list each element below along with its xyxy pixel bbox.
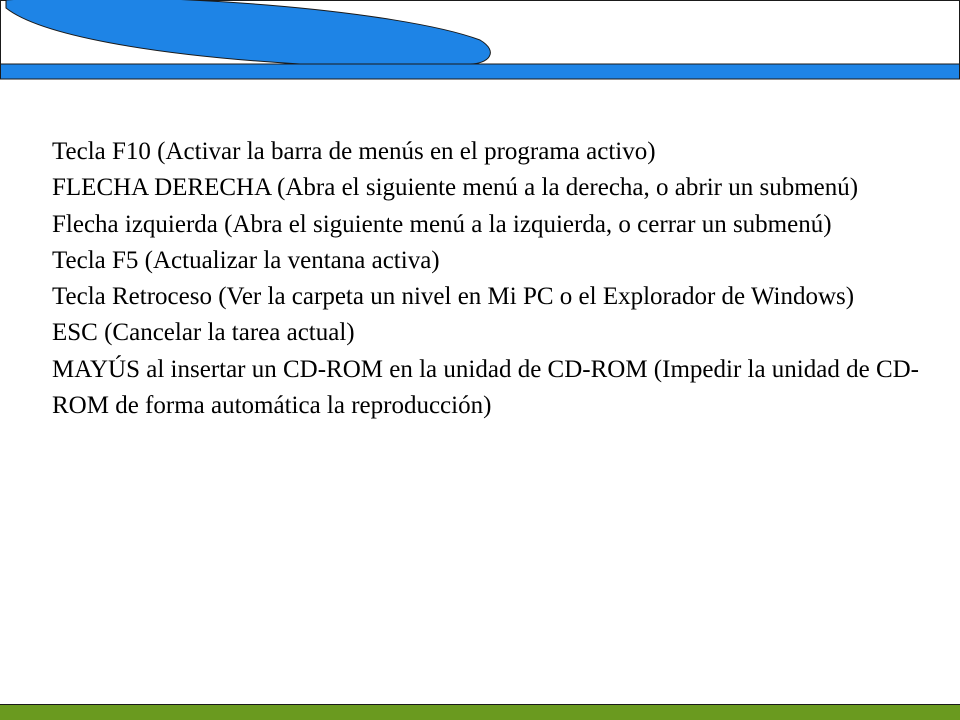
shortcut-line: Tecla Retroceso (Ver la carpeta un nivel en Mi PC o el Explorador de Windows) bbox=[52, 283, 855, 311]
shortcut-list bbox=[52, 134, 942, 424]
shortcut-line: MAYÚS al insertar un CD-ROM en la unidad de CD-ROM (Impedir la unidad de CD-ROM de forma automática la reproducción) bbox=[52, 355, 920, 420]
shortcut-line: Tecla F10 (Activar la barra de menús en el programa activo) bbox=[52, 138, 656, 165]
shortcut-line: ESC (Cancelar la tarea actual) bbox=[52, 319, 355, 347]
shortcut-line: Flecha izquierda (Abra el siguiente menú a la izquierda, o cerrar un submenú) bbox=[52, 210, 832, 238]
header-blue-band bbox=[1, 64, 960, 79]
header-decoration bbox=[0, 0, 960, 80]
footer-green-band bbox=[0, 704, 960, 720]
shortcut-line: FLECHA DERECHA (Abra el siguiente menú a la derecha, o abrir un submenú) bbox=[52, 174, 859, 202]
shortcut-line: Tecla F5 (Actualizar la ventana activa) bbox=[52, 246, 440, 274]
